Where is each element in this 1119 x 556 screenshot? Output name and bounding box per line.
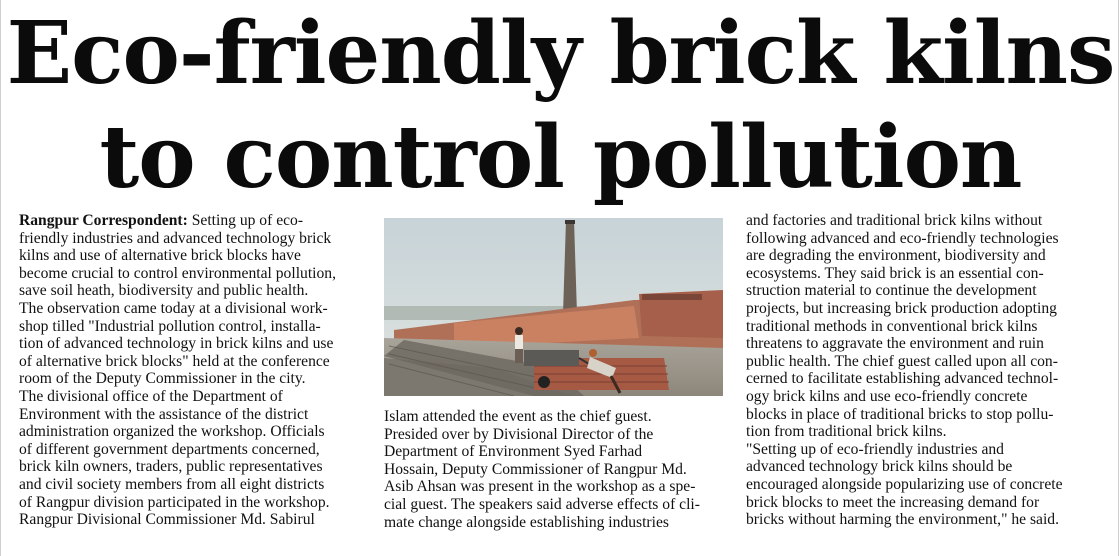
col1-line: tion of advanced technology in brick kilns and use: [19, 335, 334, 353]
col1-line: save soil heath, biodiversity and public health.: [19, 282, 309, 300]
brick-kiln-photo: [384, 218, 723, 396]
col1-line: Environment with the assistance of the district: [19, 405, 309, 423]
col1-line: Rangpur Divisional Commissioner Md. Sabirul: [19, 511, 315, 529]
col2-line: cial guest. The speakers said adverse effects of cli-: [384, 495, 700, 513]
col1-line: of different government departments concerned,: [19, 440, 320, 458]
article-column-2: [384, 408, 724, 531]
col3-line: ecosystems. They said brick is an essential con-: [746, 264, 1044, 282]
col3-line: "Setting up of eco-friendly industries and: [746, 440, 1004, 458]
col1-line: room of the Deputy Commissioner in the city.: [19, 370, 306, 388]
col3-line: ogy brick kilns and use eco-friendly concrete: [746, 387, 1028, 405]
col3-line: tion from traditional brick kilns.: [746, 423, 947, 441]
col1-line: friendly industries and advanced technology brick: [19, 229, 332, 247]
col3-line: advanced technology brick kilns should be: [746, 458, 1013, 476]
col2-line: Asib Ahsan was present in the workshop as a spe-: [384, 478, 696, 496]
col3-line: public health. The chief guest called upon all con-: [746, 352, 1058, 370]
col1-line: The divisional office of the Department of: [19, 387, 283, 405]
col3-line: bricks without harming the environment," he said.: [746, 511, 1059, 529]
col3-line: encouraged alongside popularizing use of concrete: [746, 475, 1063, 493]
col3-line: cerned to facilitate establishing advanced technol-: [746, 370, 1059, 388]
col1-line: [19, 212, 364, 230]
col1-line: and civil society members from all eight districts: [19, 475, 325, 493]
byline: Rangpur Correspondent:: [19, 212, 188, 229]
headline-line-2: to control pollution: [99, 107, 1022, 208]
col3-line: blocks in place of traditional bricks to stop pollu-: [746, 405, 1054, 423]
col2-line: mate change alongside establishing industries: [384, 513, 669, 531]
col3-line: threatens to aggravate the environment and ruin: [746, 335, 1044, 353]
headline-line-1: Eco-friendly brick kilns: [6, 3, 1115, 104]
col1-line: shop tilled "Industrial pollution control, installa-: [19, 317, 321, 335]
col2-line: Department of Environment Syed Farhad: [384, 443, 643, 461]
col1-line: The observation came today at a divisional work-: [19, 299, 328, 317]
col3-line: traditional methods in conventional brick kilns: [746, 317, 1038, 335]
col3-line: following advanced and eco-friendly technologies: [746, 229, 1059, 247]
col2-line: Hossain, Deputy Commissioner of Rangpur Md.: [384, 460, 687, 478]
col1-line: become crucial to control environmental pollution,: [19, 264, 336, 282]
headline: [1, 2, 1119, 210]
col1-line: of Rangpur division participated in the workshop.: [19, 493, 330, 511]
col1-line: administration organized the workshop. Officials: [19, 423, 325, 441]
article-column-3: [746, 212, 1091, 529]
col1-line: of alternative brick blocks" held at the conference: [19, 352, 330, 370]
col1-line-text: Setting up of eco-: [191, 212, 304, 229]
col3-line: brick blocks to meet the increasing demand for: [746, 493, 1040, 511]
col3-line: are degrading the environment, biodiversity and: [746, 247, 1046, 265]
col2-line: Islam attended the event as the chief guest.: [384, 408, 652, 425]
col1-line: brick kiln owners, traders, public representatives: [19, 458, 323, 476]
col3-line: and factories and traditional brick kilns without: [746, 212, 1043, 229]
col2-line: Presided over by Divisional Director of the: [384, 425, 654, 443]
col1-line: kilns and use of alternative brick blocks have: [19, 247, 301, 265]
col3-line: struction material to continue the development: [746, 282, 1037, 300]
col3-line: projects, but increasing brick production adopting: [746, 299, 1057, 317]
brick-kiln-illustration: [384, 218, 723, 396]
article-column-1: [19, 212, 364, 529]
